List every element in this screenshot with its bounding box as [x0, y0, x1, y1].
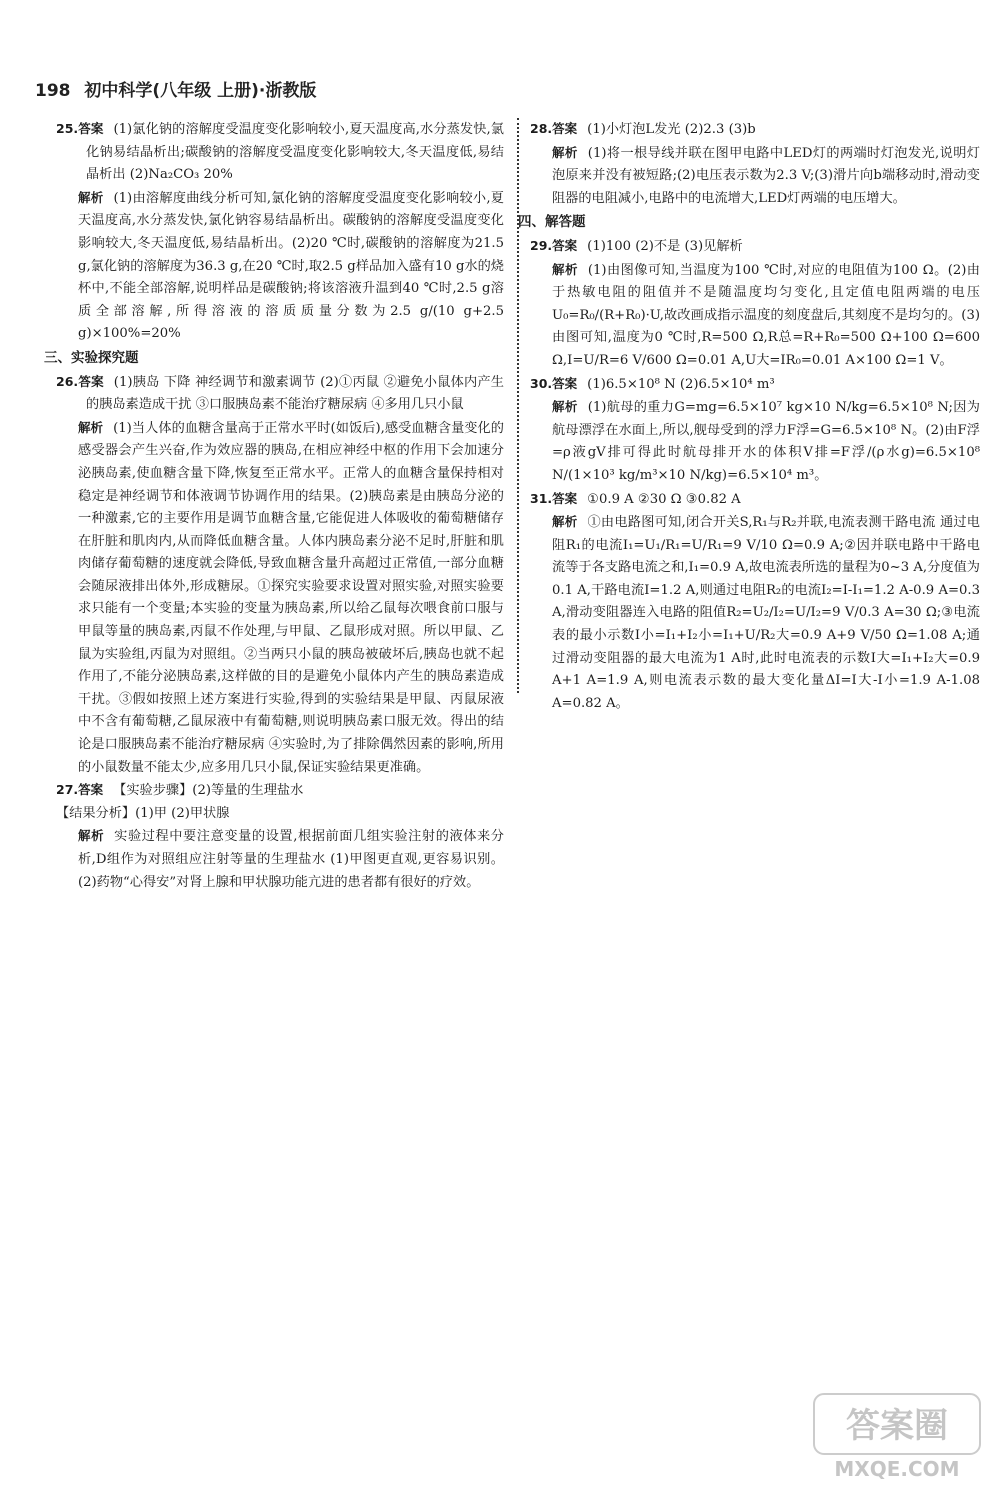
q30-answer	[530, 373, 980, 397]
analysis-text: (1)由溶解度曲线分析可知,氯化钠的溶解度受温度变化影响较小,夏天温度高,水分蒸发快,氯化钠容易结晶析出。碳酸钠的溶解度受温度变化影响较大,冬天温度低,易结晶析出。(2)20 ℃时,碳酸钠的溶解度为21.5 g,氯化钠的溶解度为36.3 g,在20 ℃时,取2.5 g样品加入盛有10 g水的烧杯中,不能全部溶解,说明样品是碳酸钠;将该溶液升温到40 ℃时,2.5 g溶质全部溶解,所得溶液的溶质质量分数为2.5 g/(10 g+2.5 g)×100%=20%	[78, 190, 504, 342]
analysis-label: 解析	[552, 261, 578, 277]
section-heading-experiment: 三、实验探究题	[44, 349, 139, 366]
question-number: 26.	[56, 373, 79, 389]
question-number: 29.	[530, 237, 553, 253]
question-number: 30.	[530, 375, 553, 391]
answer-text: (1)小灯泡L发光 (2)2.3 (3)b	[587, 122, 756, 137]
analysis-label: 解析	[552, 514, 578, 530]
answer-text: (1)氯化钠的溶解度受温度变化影响较小,夏天温度高,水分蒸发快,氯化钠易结晶析出;碳酸钠的溶解度受温度变化影响较大,冬天温度低,易结晶析出 (2)Na₂CO₃ 20%	[86, 122, 504, 183]
q28-answer	[530, 118, 980, 142]
answer-text: 【实验步骤】(2)等量的生理盐水	[113, 783, 304, 799]
analysis-label: 解析	[78, 419, 104, 435]
answer-label: 答案	[552, 375, 578, 391]
q29-analysis	[530, 259, 980, 373]
analysis-text: (1)由图像可知,当温度为100 ℃时,对应的电阻值为100 Ω。(2)由于热敏电阻的阻值并不是随温度均匀变化,且定值电阻两端的电压U₀=R₀/(R+R₀)·U,故改画成指示温度的刻度盘后,其刻度不是均匀的。(3)由图可知,温度为0 ℃时,R=500 Ω,R总=R+R₀=500 Ω+100 Ω=600 Ω,I=U/R=6 V/600 Ω=0.01 A,U大=IR₀=0.01 A×100 Ω=1 V。	[552, 262, 980, 368]
answer-label: 答案	[552, 490, 578, 506]
answer-label: 答案	[78, 782, 104, 798]
answer-text: (1)胰岛 下降 神经调节和激素调节 (2)①丙鼠 ②避免小鼠体内产生的胰岛素造成干扰 ③口服胰岛素不能治疗糖尿病 ④多用几只小鼠	[86, 374, 504, 413]
analysis-text: ①由电路图可知,闭合开关S,R₁与R₂并联,电流表测干路电流 通过电阻R₁的电流I₁=U₁/R₁=U/R₁=9 V/10 Ω=0.9 A;②因并联电路中干路电流等于各支路电流之和,I₁=0.9 A,故电流表所选的量程为0~3 A,分度值为0.1 A,干路电流I=1.2 A,则通过电阻R₂的电流I₂=I-I₁=1.2 A-0.9 A=0.3 A,滑动变阻器连入电路的阻值R₂=U₂/I₂=U/I₂=9 V/0.3 A=30 Ω;③电流表的最小示数I小=I₁+I₂小=I₁+U/R₂大=0.9 A+9 V/50 Ω=1.08 A;通过滑动变阻器的最大电流为1 A时,此时电流表的示数I大=I₁+I₂大=0.9 A+1 A=1.9 A,则电流表示数的最大变化量ΔI=I大-I小=1.9 A-1.08 A=0.82 A。	[552, 515, 980, 711]
answer-label: 答案	[552, 121, 578, 136]
question-number: 27.	[56, 782, 79, 798]
left-column	[44, 118, 504, 894]
q26-analysis	[56, 417, 504, 780]
watermark-logo	[812, 1392, 982, 1482]
question-number: 31.	[530, 490, 553, 506]
page-number: 198	[35, 81, 71, 101]
watermark-url: MXQE.COM	[834, 1457, 960, 1481]
answer-label: 答案	[552, 237, 578, 253]
q25-answer	[56, 118, 504, 187]
q25-analysis	[56, 187, 504, 346]
analysis-label: 解析	[552, 399, 578, 415]
analysis-text: (1)将一根导线并联在图甲电路中LED灯的两端时灯泡发光,说明灯泡原来并没有被短路;(2)电压表示数为2.3 V;(3)滑片向b端移动时,滑动变阻器的电阻减小,电路中的电流增大,LED灯两端的电压增大。	[552, 145, 980, 206]
q29-answer	[530, 235, 980, 259]
q31-analysis	[530, 511, 980, 715]
right-column	[518, 118, 980, 715]
answer-label: 答案	[78, 373, 104, 389]
q27-analysis	[56, 825, 504, 894]
q31-answer	[530, 488, 980, 512]
question-number: 25.	[56, 121, 79, 136]
q27-answer	[56, 779, 504, 803]
analysis-text: (1)当人体的血糖含量高于正常水平时(如饭后),感受血糖含量变化的感受器会产生兴奋,作为效应器的胰岛,在相应神经中枢的作用下会加速分泌胰岛素,使血糖含量下降,恢复至正常水平。正常人的血糖含量保持相对稳定是神经调节和体液调节协调作用的结果。(2)胰岛素是由胰岛分泌的一种激素,它的主要作用是调节血糖含量,它能促进人体吸收的葡萄糖储存在肝脏和肌肉内,从而降低血糖含量。人体内胰岛素分泌不足时,肝脏和肌肉储存葡萄糖的速度就会降低,导致血糖含量升高超过正常值,一部分血糖会随尿液排出体外,形成糖尿。①探究实验要求设置对照实验,对照实验要求只能有一个变量;本实验的变量为胰岛素,所以给乙鼠每次喂食前口服与甲鼠等量的胰岛素,丙鼠不作处理,与甲鼠、乙鼠形成对照。所以甲鼠、乙鼠为实验组,丙鼠为对照组。②当两只小鼠的胰岛被破坏后,胰岛也就不起作用了,不能分泌胰岛素,这样做的目的是避免小鼠体内产生的胰岛素造成干扰。③假如按照上述方案进行实验,得到的实验结果是甲鼠、丙鼠尿液中不含有葡萄糖,乙鼠尿液中有葡萄糖,则说明胰岛素口服无效。得出的结论是口服胰岛素不能治疗糖尿病 ④实验时,为了排除偶然因素的影响,所用的小鼠数量不能太少,应多用几只小鼠,保证实验结果更准确。	[78, 420, 504, 775]
page-header	[35, 76, 316, 101]
q28-analysis	[530, 142, 980, 211]
watermark-text: 答案圈	[846, 1406, 948, 1446]
question-number: 28.	[530, 121, 553, 136]
answer-text: (1)100 (2)不是 (3)见解析	[587, 238, 743, 254]
q27-result: 【结果分析】(1)甲 (2)甲状腺	[56, 805, 230, 821]
section-heading-answer: 四、解答题	[518, 214, 586, 231]
answer-text: (1)6.5×10⁸ N (2)6.5×10⁴ m³	[587, 376, 775, 392]
answer-label: 答案	[78, 121, 104, 136]
q26-answer	[56, 371, 504, 417]
analysis-label: 解析	[78, 189, 104, 205]
answer-text: ①0.9 A ②30 Ω ③0.82 A	[587, 491, 741, 507]
q30-analysis	[530, 396, 980, 487]
analysis-label: 解析	[78, 828, 105, 844]
analysis-text: 实验过程中要注意变量的设置,根据前面几组实验注射的液体来分析,D组作为对照组应注射等量的生理盐水 (1)甲图更直观,更容易识别。(2)药物“心得安”对肾上腺和甲状腺功能亢进的患者都有很好的疗效。	[78, 829, 504, 890]
column-divider	[517, 118, 519, 693]
book-title: 初中科学(八年级 上册)·浙教版	[84, 81, 317, 101]
analysis-label: 解析	[552, 144, 578, 160]
analysis-text: (1)航母的重力G=mg=6.5×10⁷ kg×10 N/kg=6.5×10⁸ N;因为航母漂浮在水面上,所以,舰母受到的浮力F浮=G=6.5×10⁸ N。(2)由F浮=ρ液gV排可得此时航母排开水的体积V排=F浮/(ρ水g)=6.5×10⁸ N/(1×10³ kg/m³×10 N/kg)=6.5×10⁴ m³。	[552, 400, 980, 483]
